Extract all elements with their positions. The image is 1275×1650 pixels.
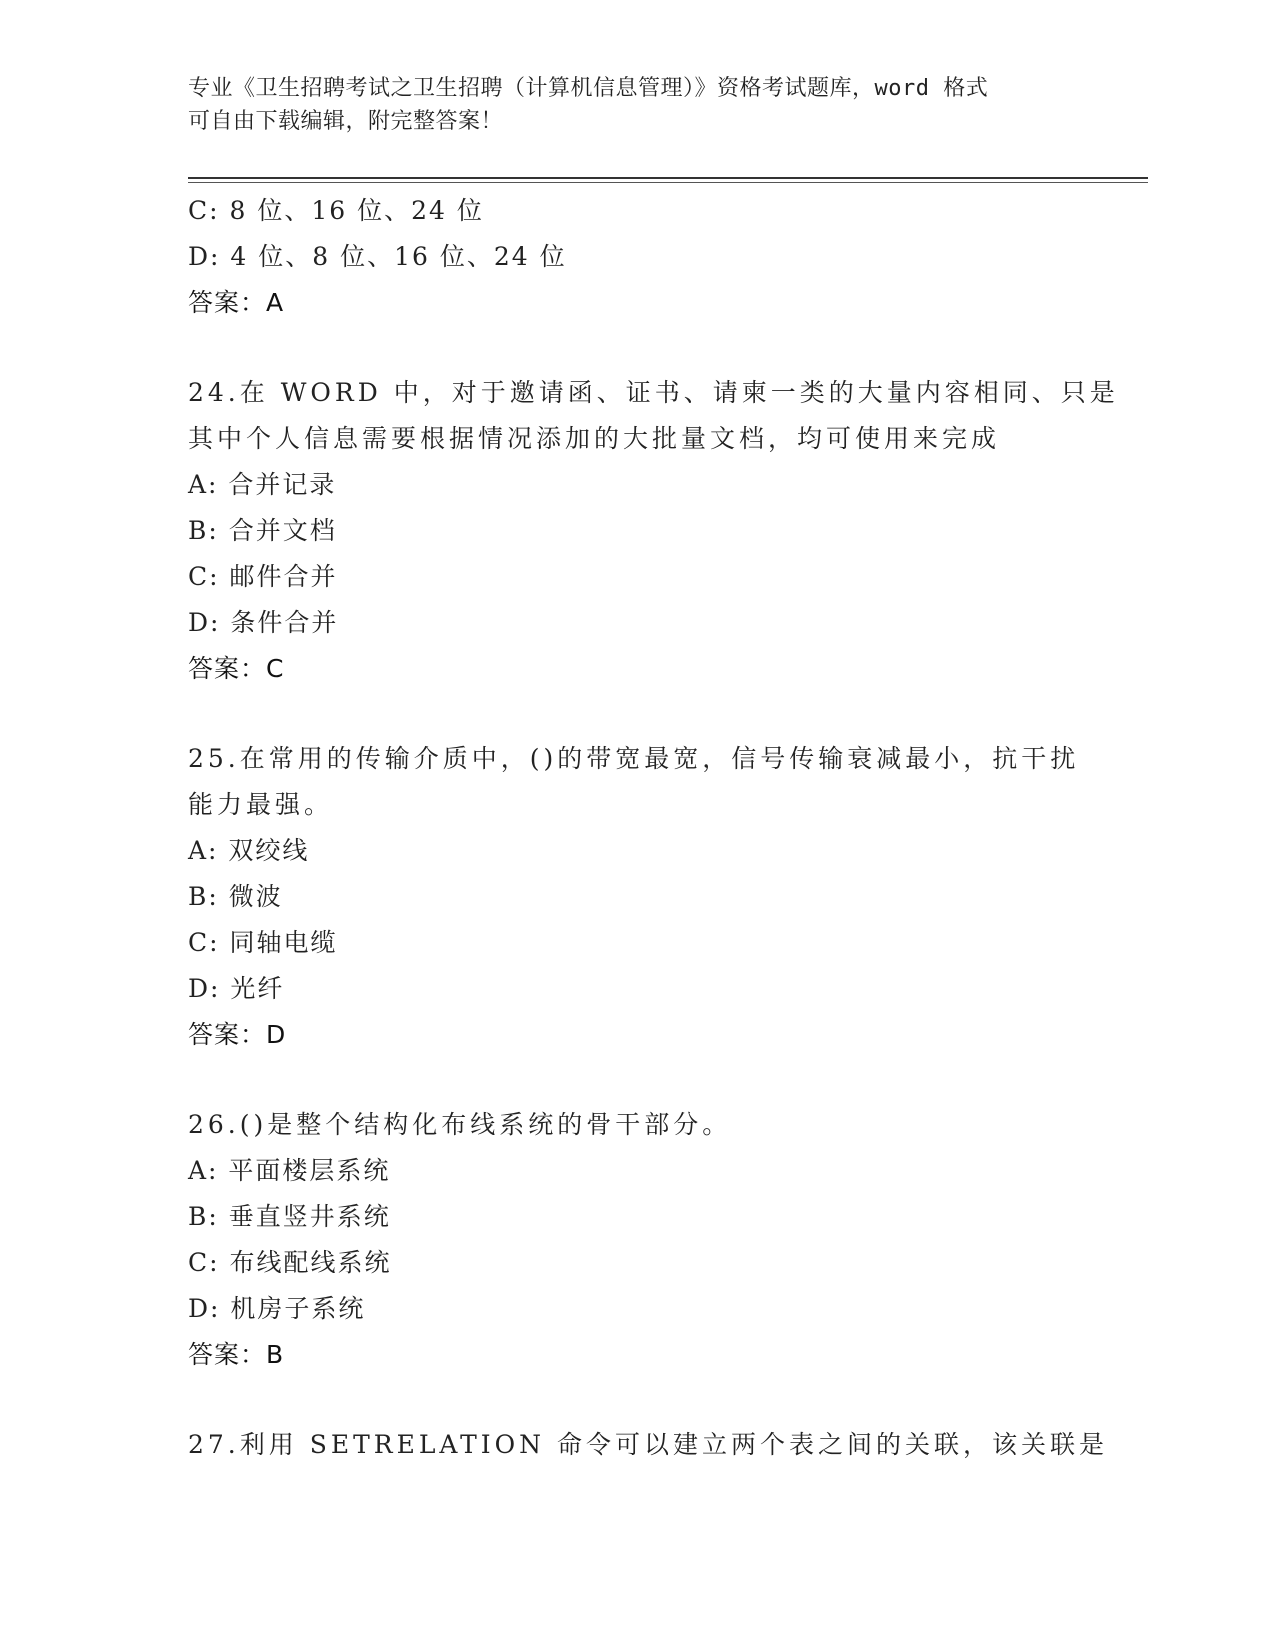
previous-question-tail — [188, 188, 1088, 326]
answer-line: 答案：B — [188, 1340, 285, 1369]
option-c: C: 布线配线系统 — [188, 1248, 392, 1277]
question-list — [188, 188, 1119, 1468]
question-26 — [188, 1102, 1088, 1378]
header-divider-thick — [188, 177, 1148, 179]
option-b: B: 合并文档 — [188, 516, 337, 545]
header-divider-thin — [188, 182, 1148, 183]
option: C: 8 位、16 位、24 位 — [188, 196, 484, 225]
header-line-1: 专业《卫生招聘考试之卫生招聘（计算机信息管理）》资格考试题库，word 格式 — [188, 76, 989, 101]
option-c: C: 同轴电缆 — [188, 928, 338, 957]
answer-line: 答案：D — [188, 1020, 287, 1049]
question-stem: 26.()是整个结构化布线系统的骨干部分。 — [188, 1110, 732, 1139]
option: D: 4 位、8 位、16 位、24 位 — [188, 242, 567, 271]
question-27 — [188, 1422, 1108, 1468]
question-stem: 27.利用 SETRELATION 命令可以建立两个表之间的关联，该关联是 — [188, 1430, 1108, 1459]
question-stem: 其中个人信息需要根据情况添加的大批量文档，均可使用来完成 — [188, 424, 1001, 453]
option-d: D: 光纤 — [188, 974, 285, 1003]
question-stem: 25.在常用的传输介质中，()的带宽最宽，信号传输衰减最小，抗干扰 — [188, 744, 1080, 773]
answer-line: 答案：C — [188, 654, 285, 683]
option-a: A: 双绞线 — [188, 836, 310, 865]
option-d: D: 条件合并 — [188, 608, 339, 637]
option-b: B: 微波 — [188, 882, 283, 911]
answer-line: 答案：A — [188, 288, 285, 317]
option-b: B: 垂直竖井系统 — [188, 1202, 391, 1231]
document-header — [188, 72, 1088, 138]
option-a: A: 平面楼层系统 — [188, 1156, 391, 1185]
question-stem: 能力最强。 — [188, 790, 334, 819]
option-c: C: 邮件合并 — [188, 562, 338, 591]
header-line-2: 可自由下载编辑，附完整答案！ — [188, 109, 504, 134]
option-d: D: 机房子系统 — [188, 1294, 366, 1323]
question-24 — [188, 370, 1119, 692]
option-a: A: 合并记录 — [188, 470, 337, 499]
question-stem: 24.在 WORD 中，对于邀请函、证书、请柬一类的大量内容相同、只是 — [188, 378, 1119, 407]
question-25 — [188, 736, 1088, 1058]
